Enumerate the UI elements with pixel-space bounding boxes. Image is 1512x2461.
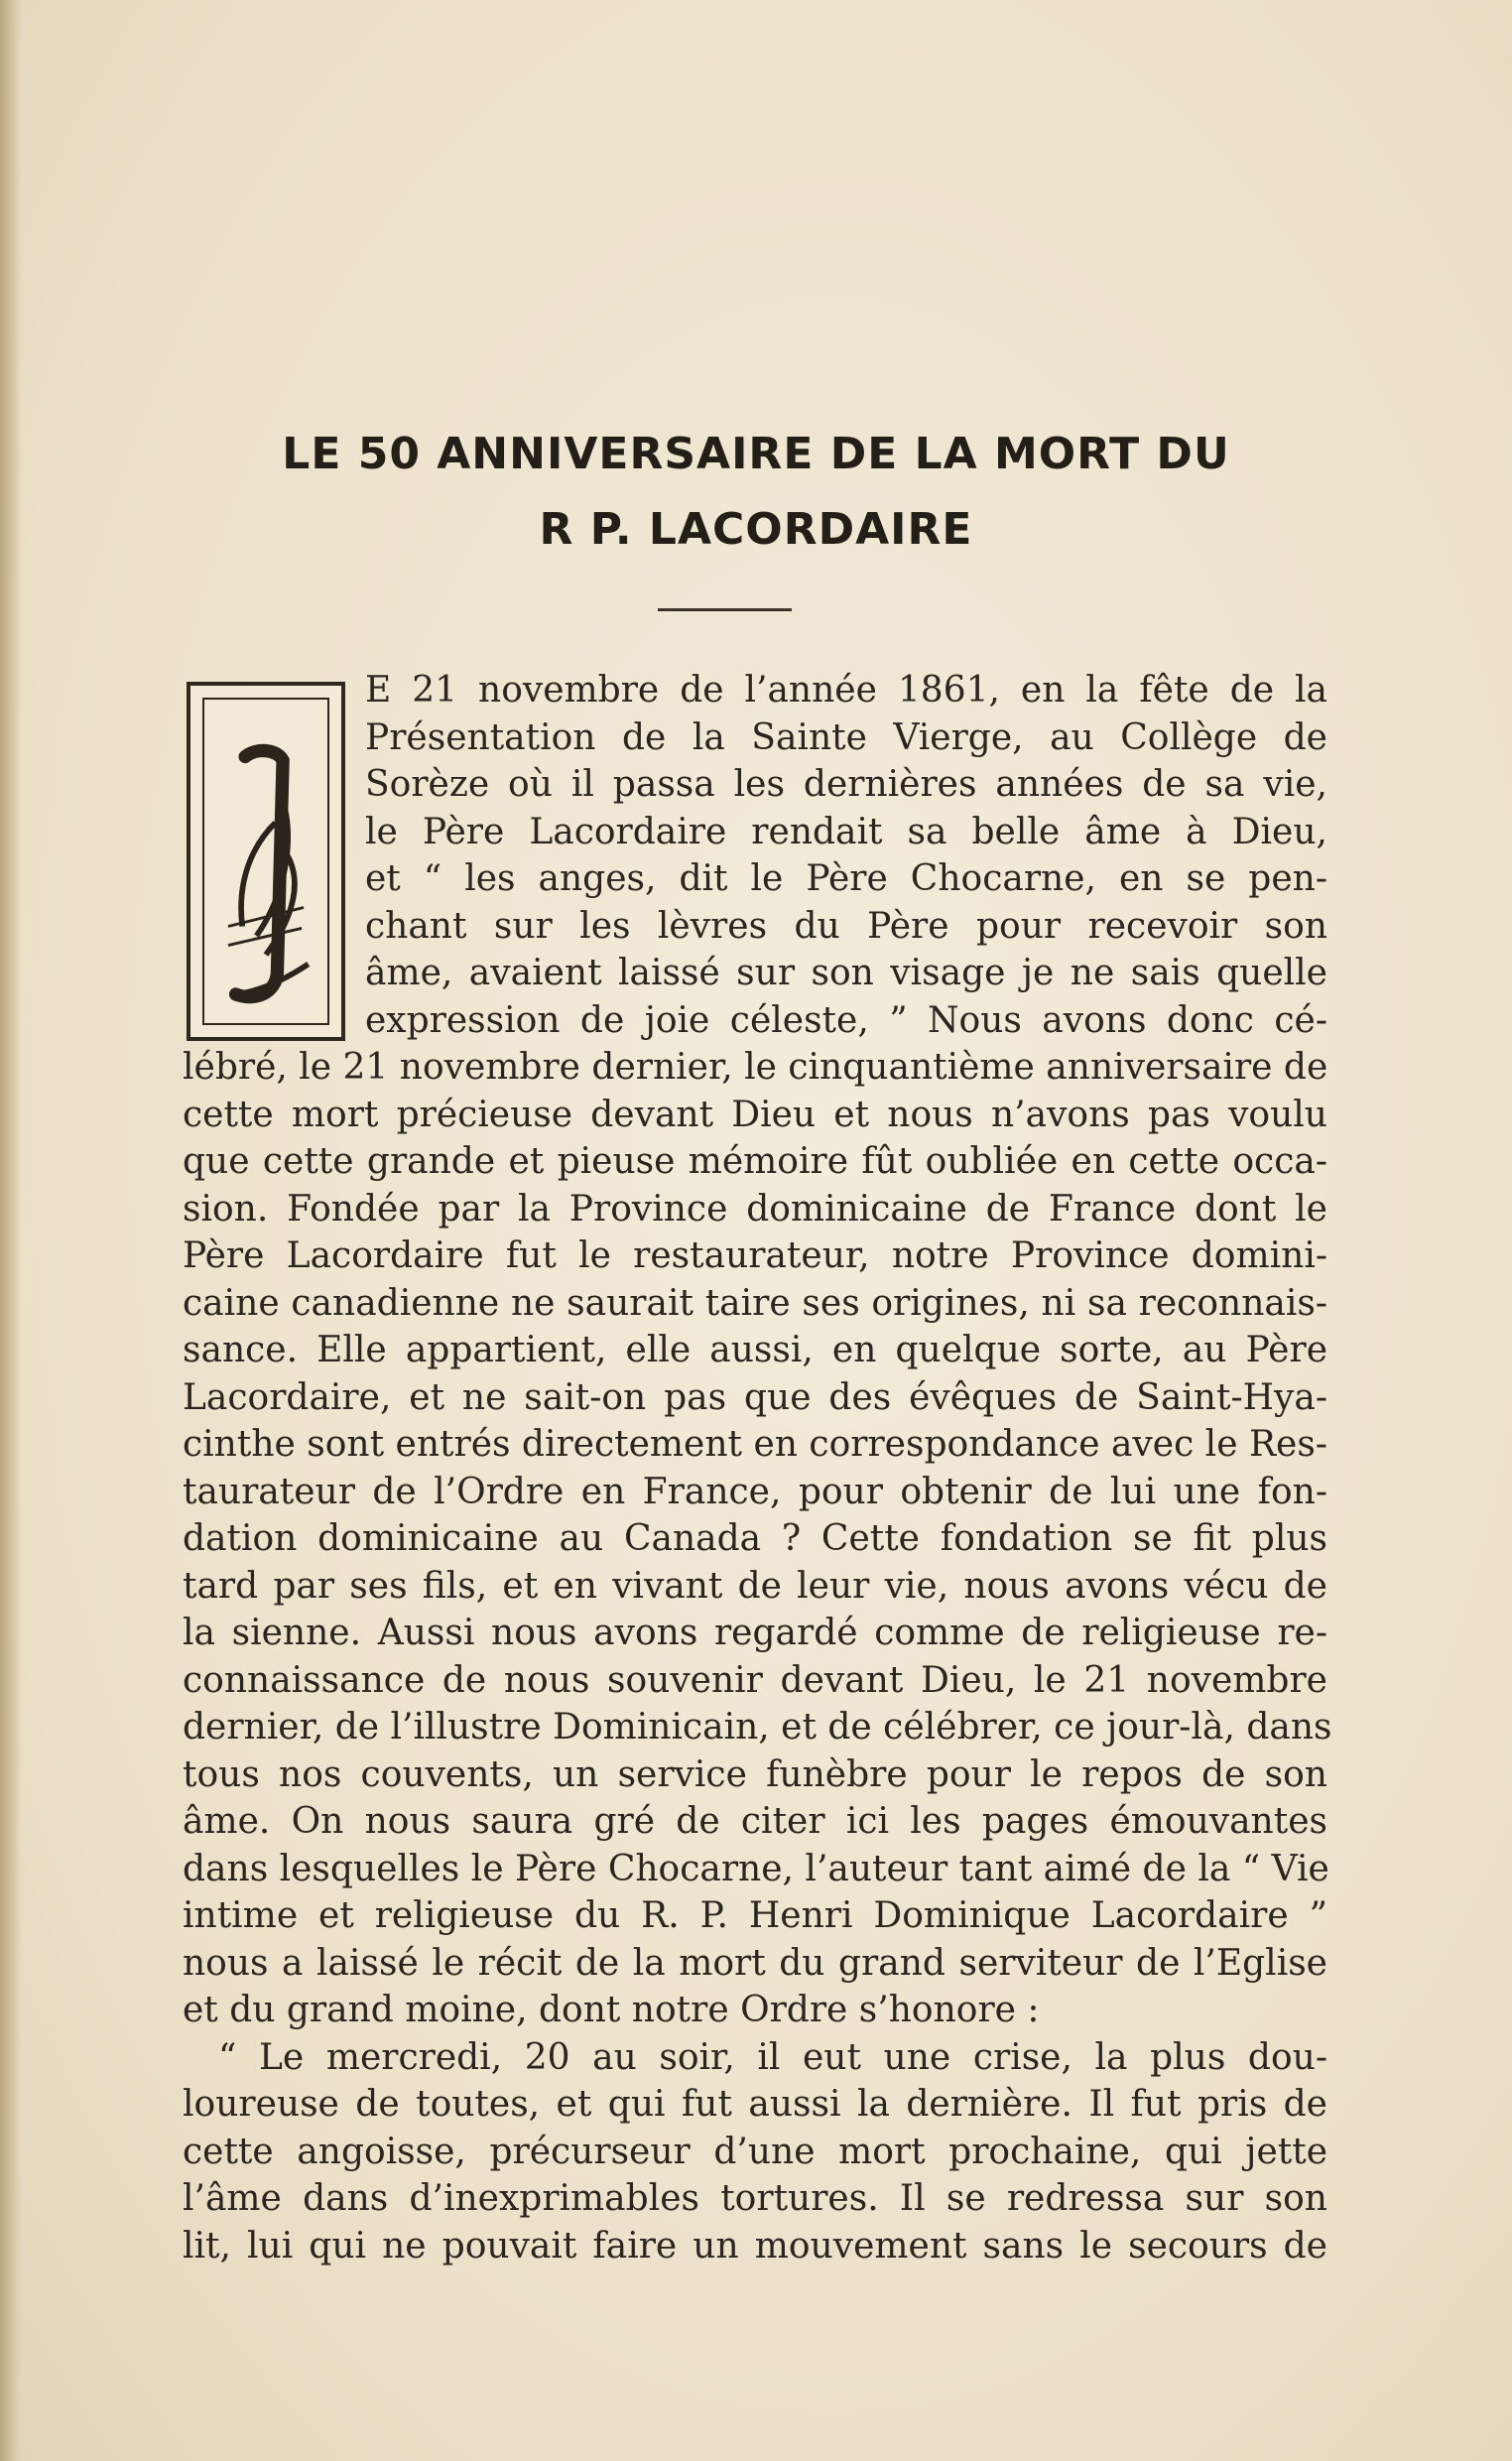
body-line: tard par ses fils, et en vivant de leur vie, nous avons vécu de bbox=[183, 1565, 1327, 1607]
title-divider-rule bbox=[658, 608, 792, 611]
body-line: Sorèze où il passa les dernières années de sa vie, bbox=[365, 764, 1327, 805]
body-line: chant sur les lèvres du Père pour recevoir son bbox=[365, 905, 1327, 947]
body-line: taurateur de l’Ordre en France, pour obtenir de lui une fon- bbox=[183, 1471, 1327, 1512]
body-line: lébré, le 21 novembre dernier, le cinquantième anniversaire de bbox=[183, 1047, 1328, 1088]
body-line: lit, lui qui ne pouvait faire un mouvement sans le secours de bbox=[183, 2225, 1327, 2267]
body-line: connaissance de nous souvenir devant Dieu, le 21 novembre bbox=[183, 1659, 1327, 1701]
body-line: sance. Elle appartient, elle aussi, en quelque sorte, au Père bbox=[183, 1330, 1327, 1370]
body-line: et “ les anges, dit le Père Chocarne, en se pen- bbox=[365, 858, 1327, 899]
body-line: âme. On nous saura gré de citer ici les pages émouvantes bbox=[183, 1801, 1327, 1842]
body-line: E 21 novembre de l’année 1861, en la fête de la bbox=[365, 670, 1327, 711]
body-line: intime et religieuse du R. P. Henri Dominique Lacordaire ” bbox=[183, 1895, 1327, 1936]
body-line: cette mort précieuse devant Dieu et nous n’avons pas voulu bbox=[183, 1094, 1327, 1135]
body-line: et du grand moine, dont notre Ordre s’honore : bbox=[183, 1990, 1040, 2030]
body-line: loureuse de toutes, et qui fut aussi la dernière. Il fut pris de bbox=[183, 2084, 1327, 2125]
body-line: caine canadienne ne saurait taire ses origines, ni sa reconnais- bbox=[183, 1282, 1327, 1324]
article-title-line-1: LE 50 ANNIVERSAIRE DE LA MORT DU bbox=[282, 429, 1230, 479]
body-line: âme, avaient laissé sur son visage je ne sais quelle bbox=[365, 953, 1327, 993]
body-line: le Père Lacordaire rendait sa belle âme à Dieu, bbox=[365, 811, 1327, 852]
body-line: dans lesquelles le Père Chocarne, l’auteur tant aimé de la “ Vie bbox=[183, 1848, 1329, 1889]
body-line: Lacordaire, et ne sait-on pas que des évêques de Saint-Hya- bbox=[183, 1376, 1327, 1418]
body-line: nous a laissé le récit de la mort du grand serviteur de l’Eglise bbox=[183, 1942, 1327, 1984]
body-line: dation dominicaine au Canada ? Cette fondation se fit plus bbox=[183, 1518, 1327, 1559]
body-line: cette angoisse, précurseur d’une mort prochaine, qui jette bbox=[183, 2131, 1327, 2172]
body-line: cinthe sont entrés directement en correspondance avec le Res- bbox=[183, 1424, 1327, 1465]
body-line: sion. Fondée par la Province dominicaine de France dont le bbox=[183, 1188, 1327, 1230]
body-line: la sienne. Aussi nous avons regardé comme de religieuse re- bbox=[183, 1613, 1327, 1653]
body-line: dernier, de l’illustre Dominicain, et de célébrer, ce jour-là, dans bbox=[183, 1707, 1332, 1748]
body-line: expression de joie céleste, ” Nous avons donc cé- bbox=[365, 999, 1327, 1041]
article-body bbox=[183, 667, 1332, 2269]
body-line: Présentation de la Sainte Vierge, au Collège de bbox=[365, 716, 1327, 758]
body-line: tous nos couvents, un service funèbre pour le repos de son bbox=[183, 1753, 1327, 1795]
body-line: l’âme dans d’inexprimables tortures. Il se redressa sur son bbox=[183, 2178, 1327, 2219]
body-line: “ Le mercredi, 20 au soir, il eut une crise, la plus dou- bbox=[218, 2036, 1327, 2078]
body-line: que cette grande et pieuse mémoire fût oubliée en cette occa- bbox=[183, 1141, 1327, 1182]
body-line: Père Lacordaire fut le restaurateur, notre Province domini- bbox=[183, 1235, 1327, 1276]
book-binding-edge bbox=[0, 0, 22, 2461]
article-title-line-2: R P. LACORDAIRE bbox=[539, 504, 973, 555]
